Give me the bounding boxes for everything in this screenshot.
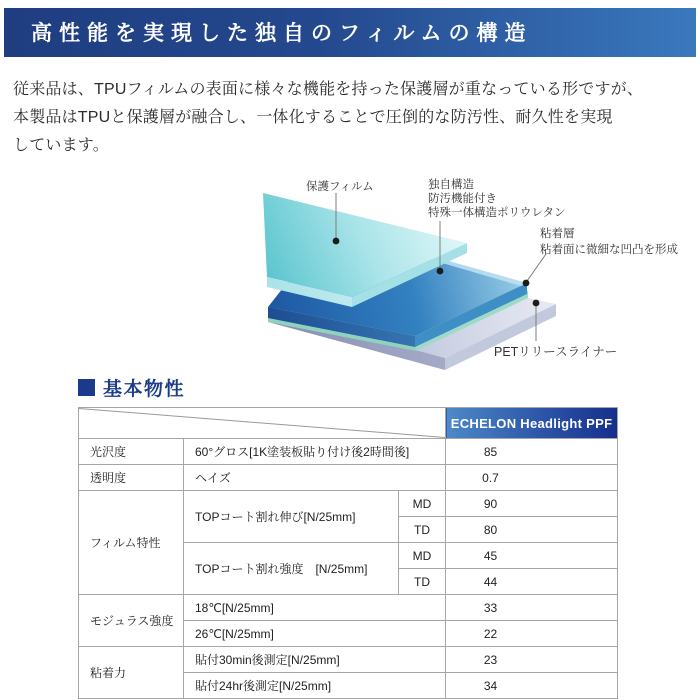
value-cell: 80 bbox=[446, 517, 618, 543]
value-cell: 0.7 bbox=[446, 465, 618, 491]
category-cell: 粘着力 bbox=[79, 647, 184, 699]
section-title-text: 基本物性 bbox=[103, 379, 186, 400]
diagonal-header-cell bbox=[79, 408, 446, 439]
test-cell: 貼付30min後測定[N/25mm] bbox=[184, 647, 446, 673]
test-cell: ヘイズ bbox=[184, 465, 446, 491]
table-row bbox=[79, 595, 618, 621]
label-unique-structure-line3: 特殊一体構造ポリウレタン bbox=[428, 207, 566, 219]
product-header-cell: ECHELON Headlight PPF bbox=[446, 408, 618, 439]
value-cell: 90 bbox=[446, 491, 618, 517]
table-row bbox=[79, 647, 618, 673]
test-cell: 26℃[N/25mm] bbox=[184, 621, 446, 647]
value-cell: 22 bbox=[446, 621, 618, 647]
value-cell: 23 bbox=[446, 647, 618, 673]
section-heading bbox=[78, 374, 185, 401]
direction-cell: TD bbox=[399, 569, 446, 595]
page-header-band bbox=[4, 8, 696, 57]
value-cell: 33 bbox=[446, 595, 618, 621]
direction-cell: MD bbox=[399, 491, 446, 517]
value-cell: 44 bbox=[446, 569, 618, 595]
test-cell: TOPコート割れ強度 [N/25mm] bbox=[184, 543, 399, 595]
value-cell: 85 bbox=[446, 439, 618, 465]
test-cell: 貼付24hr後測定[N/25mm] bbox=[184, 673, 446, 699]
label-unique-structure-line2: 防汚機能付き bbox=[428, 193, 497, 205]
direction-cell: MD bbox=[399, 543, 446, 569]
intro-paragraph bbox=[13, 76, 695, 160]
table-header-row bbox=[79, 408, 618, 439]
category-cell: モジュラス強度 bbox=[79, 595, 184, 647]
diagonal-line bbox=[79, 408, 445, 438]
film-structure-diagram bbox=[195, 168, 687, 373]
test-cell: 18℃[N/25mm] bbox=[184, 595, 446, 621]
value-cell: 34 bbox=[446, 673, 618, 699]
value-cell: 45 bbox=[446, 543, 618, 569]
page-title: 高性能を実現した独自のフィルムの構造 bbox=[31, 21, 533, 45]
basic-properties-table bbox=[78, 407, 618, 699]
label-adhesive-line1: 粘着層 bbox=[540, 228, 575, 240]
intro-line: しています。 bbox=[13, 137, 109, 154]
label-protective-film: 保護フィルム bbox=[306, 181, 374, 193]
test-cell: 60°グロス[1K塗装板貼り付け後2時間後] bbox=[184, 439, 446, 465]
table-row bbox=[79, 439, 618, 465]
intro-line: 本製品はTPUと保護層が融合し、一体化することで圧倒的な防汚性、耐久性を実現 bbox=[13, 109, 613, 126]
category-cell: 光沢度 bbox=[79, 439, 184, 465]
label-pet-liner: PETリリースライナー bbox=[494, 345, 618, 359]
category-cell: フィルム特性 bbox=[79, 491, 184, 595]
section-square-icon bbox=[78, 379, 95, 396]
label-unique-structure-line1: 独自構造 bbox=[428, 179, 474, 191]
direction-cell: TD bbox=[399, 517, 446, 543]
table-row bbox=[79, 491, 618, 517]
table-row bbox=[79, 465, 618, 491]
category-cell: 透明度 bbox=[79, 465, 184, 491]
label-adhesive-line2: 粘着面に微細な凹凸を形成 bbox=[540, 244, 678, 256]
test-cell: TOPコート割れ伸び[N/25mm] bbox=[184, 491, 399, 543]
intro-line: 従来品は、TPUフィルムの表面に様々な機能を持った保護層が重なっている形ですが、 bbox=[13, 81, 644, 98]
